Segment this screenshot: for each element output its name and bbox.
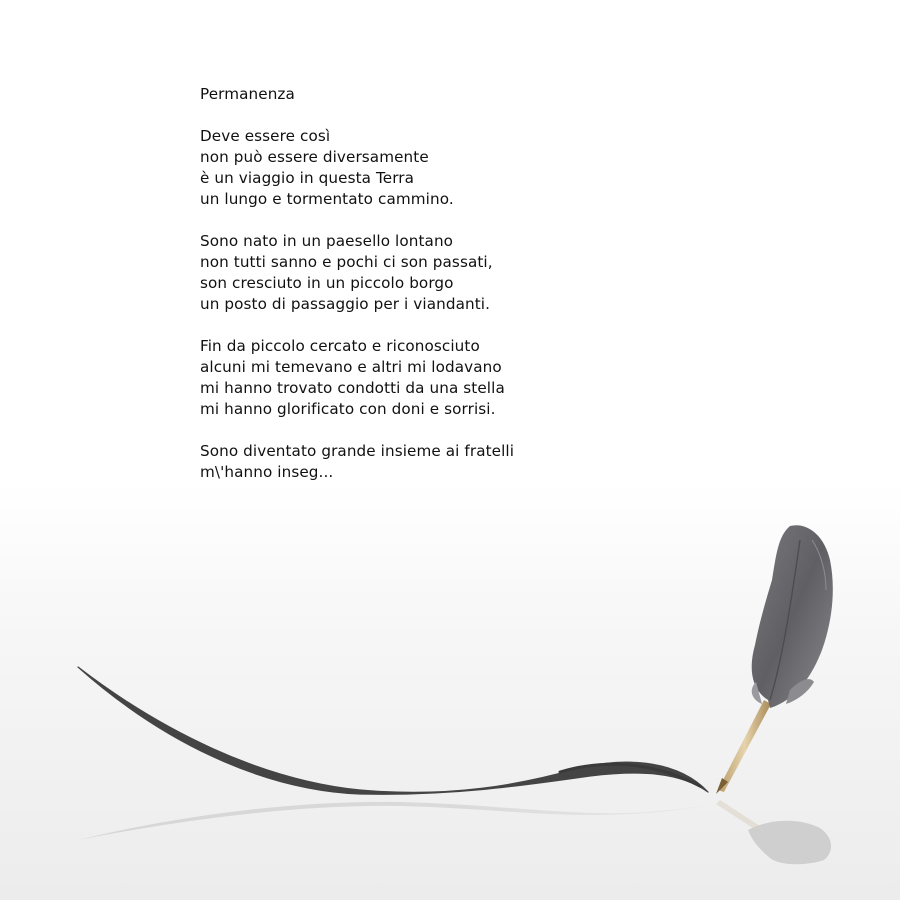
poem-line: è un viaggio in questa Terra [200, 169, 415, 187]
ink-stroke [78, 667, 708, 794]
poem-line: m\'hanno inseg... [200, 463, 334, 481]
poem-line: Sono nato in un paesello lontano [200, 232, 454, 250]
poem-line: non può essere diversamente [200, 148, 429, 166]
poem-line: non tutti sanno e pochi ci son passati, [200, 253, 493, 271]
poem-line: mi hanno trovato condotti da una stella [200, 379, 505, 397]
poem-line: Sono diventato grande insieme ai fratelli [200, 442, 515, 460]
quill-shaft [718, 700, 771, 792]
poem-line: un posto di passaggio per i viandanti. [200, 295, 491, 313]
poem-line: un lungo e tormentato cammino. [200, 190, 454, 208]
quill-feather [752, 525, 833, 708]
poem-line: Fin da piccolo cercato e riconosciuto [200, 337, 480, 355]
quill-reflection [748, 821, 831, 865]
poem-line: mi hanno glorificato con doni e sorrisi. [200, 400, 496, 418]
poem-line: alcuni mi temevano e altri mi lodavano [200, 358, 502, 376]
poem-line: son cresciuto in un piccolo borgo [200, 274, 454, 292]
poem-line: Deve essere così [200, 127, 331, 145]
ink-reflection [78, 802, 706, 840]
poem-title: Permanenza [200, 85, 295, 103]
